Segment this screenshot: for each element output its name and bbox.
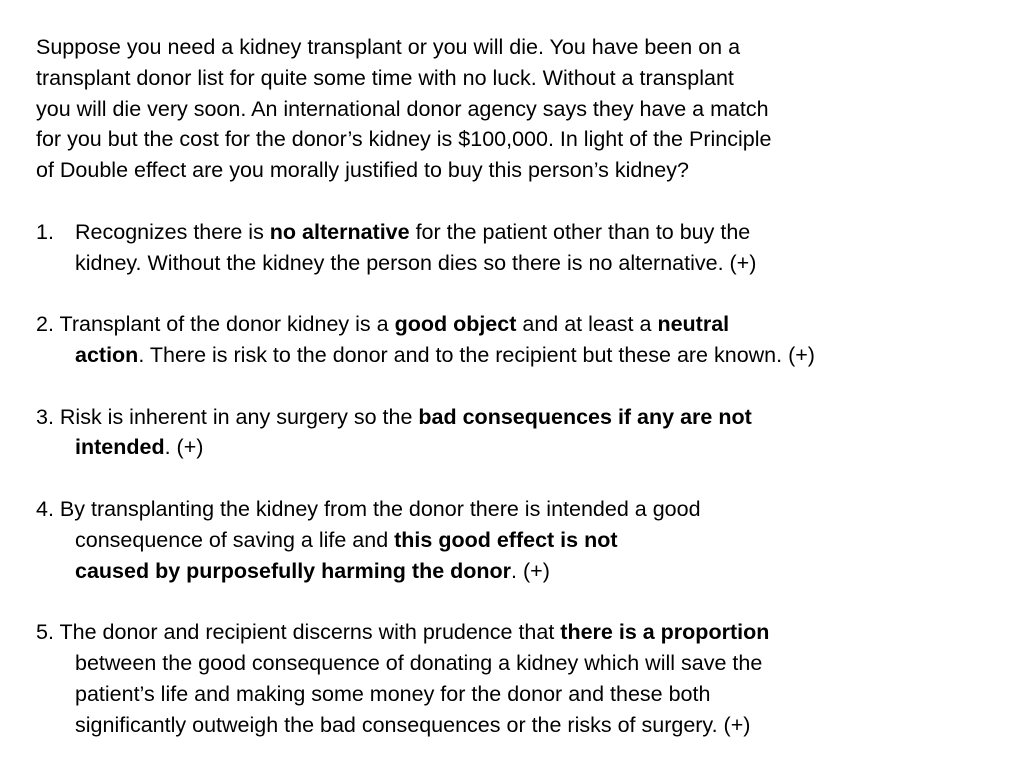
item1-bold-no-alternative: no alternative <box>269 219 410 244</box>
intro-paragraph <box>36 32 996 186</box>
list-item-3-line-2 <box>36 432 996 463</box>
list-item-1-line-1 <box>36 217 996 248</box>
spacer <box>36 463 996 494</box>
list-item-3-line-1 <box>36 402 996 433</box>
item2-text-c: and at least a <box>516 312 658 337</box>
item2-bold-good-object: good object <box>394 312 517 337</box>
item5-text-a: 5. The donor and recipient discerns with prudence that <box>36 620 561 645</box>
list-item-4 <box>36 494 996 586</box>
item4-bold-caused-by: caused by purposefully harming the donor <box>75 558 512 583</box>
spacer <box>36 278 996 309</box>
intro-line-2: transplant donor list for quite some time with no luck. Without a transplant <box>36 65 734 90</box>
list-item-2-line-1 <box>36 309 996 340</box>
spacer <box>36 586 996 617</box>
intro-line-1: Suppose you need a kidney transplant or you will die. You have been on a <box>36 35 741 59</box>
item2-text-rest: . There is risk to the donor and to the recipient but these are known. (+) <box>138 342 815 367</box>
list-item-5 <box>36 617 996 740</box>
list-item-1-line-2: kidney. Without the kidney the person dies so there is no alternative. (+) <box>75 250 757 275</box>
list-item-2 <box>36 309 996 371</box>
list-item-4-line-3 <box>36 556 996 587</box>
item1-text-c: for the patient other than to buy the <box>409 219 751 244</box>
item2-bold-neutral: neutral <box>657 312 730 337</box>
intro-line-3: you will die very soon. An international donor agency says they have a match <box>36 96 769 121</box>
item3-bold-bad-consequences: bad consequences if any are not <box>418 404 752 429</box>
item4-text-a: consequence of saving a life and <box>75 527 395 552</box>
list-item-5-line-2: between the good consequence of donating a kidney which will save the <box>75 650 763 675</box>
item5-bold-proportion: there is a proportion <box>560 620 770 645</box>
list-item-2-line-2 <box>36 340 996 371</box>
intro-line-5: of Double effect are you morally justified to buy this person’s kidney? <box>36 158 689 183</box>
list-item-4-line-2 <box>36 525 996 556</box>
spacer <box>36 371 996 402</box>
list-item-5-line-3: patient’s life and making some money for the donor and these both <box>75 681 711 706</box>
intro-line-4: for you but the cost for the donor’s kidney is $100,000. In light of the Principle <box>36 127 772 152</box>
list-item-4-line-1: 4. By transplanting the kidney from the donor there is intended a good <box>36 496 701 521</box>
list-item-3 <box>36 402 996 464</box>
item3-text-a: 3. Risk is inherent in any surgery so the <box>36 404 419 429</box>
item2-bold-action: action <box>75 342 139 367</box>
item3-bold-intended: intended <box>75 435 165 460</box>
list-item-1 <box>36 217 996 279</box>
list-item-5-line-4: significantly outweigh the bad consequences or the risks of surgery. (+) <box>75 712 751 737</box>
item4-bold-good-effect: this good effect is not <box>394 527 618 552</box>
item4-text-rest: . (+) <box>511 558 550 583</box>
item2-text-a: 2. Transplant of the donor kidney is a <box>36 312 395 337</box>
slide-content <box>36 32 996 740</box>
item3-text-rest: . (+) <box>164 435 204 460</box>
item1-text-a: Recognizes there is <box>75 219 270 244</box>
spacer <box>36 186 996 217</box>
list-item-5-line-1 <box>36 617 996 648</box>
list-item-1-number: 1. <box>36 219 54 244</box>
